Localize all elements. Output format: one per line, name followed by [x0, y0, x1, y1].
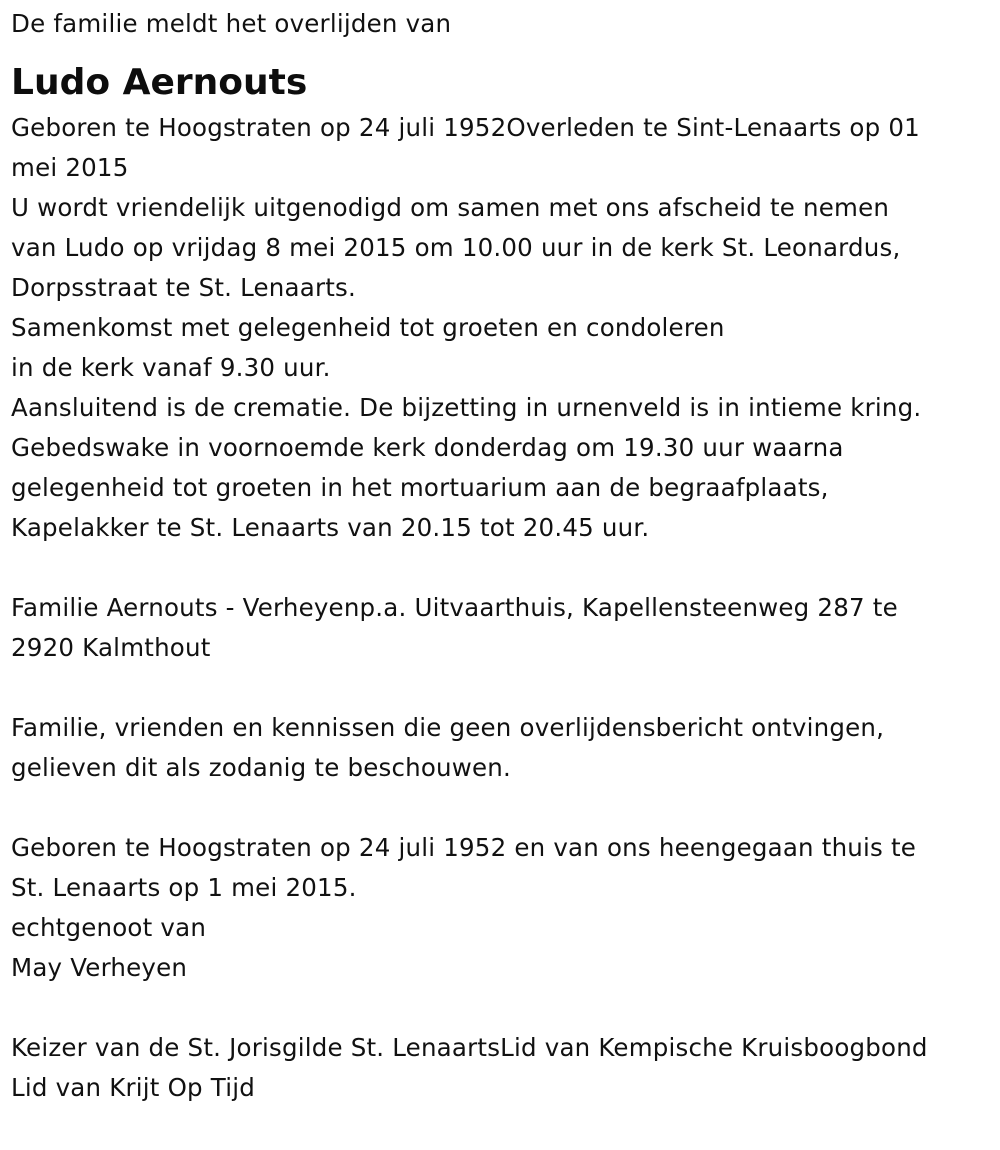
biography-line: Geboren te Hoogstraten op 24 juli 1952 en van ons heengegaan thuis te: [11, 833, 917, 862]
notice-line: Familie, vrienden en kennissen die geen overlijdensbericht ontvingen,: [11, 713, 885, 742]
intro-text: De familie meldt het overlijden van: [11, 9, 452, 38]
invitation-line: U wordt vriendelijk uitgenodigd om samen met ons afscheid te nemen: [11, 193, 890, 222]
notice-line: gelieven dit als zodanig te beschouwen.: [11, 753, 512, 782]
paragraph-gap: [11, 788, 1000, 828]
invitation-line: Aansluitend is de crematie. De bijzetting in urnenveld is in intieme kring.: [11, 393, 922, 422]
family-address-section: [11, 588, 1000, 668]
invitation-line: van Ludo op vrijdag 8 mei 2015 om 10.00 uur in de kerk St. Leonardus,: [11, 233, 901, 262]
invitation-section: [11, 188, 1000, 548]
invitation-line: Dorpsstraat te St. Lenaarts.: [11, 273, 356, 302]
family-address-line: 2920 Kalmthout: [11, 633, 211, 662]
family-address-line: Familie Aernouts - Verheyenp.a. Uitvaarthuis, Kapellensteenweg 287 te: [11, 593, 898, 622]
invitation-line: in de kerk vanaf 9.30 uur.: [11, 353, 331, 382]
birth-death-line: Geboren te Hoogstraten op 24 juli 1952Overleden te Sint-Lenaarts op 01: [11, 113, 920, 142]
membership-line: Keizer van de St. Jorisgilde St. LenaartsLid van Kempische Kruisboogbond: [11, 1033, 928, 1062]
birth-death-section: [11, 108, 1000, 188]
birth-death-line: mei 2015: [11, 153, 129, 182]
invitation-line: gelegenheid tot groeten in het mortuarium aan de begraafplaats,: [11, 473, 829, 502]
spouse-name: May Verheyen: [11, 953, 188, 982]
invitation-line: Samenkomst met gelegenheid tot groeten en condoleren: [11, 313, 725, 342]
memberships-section: [11, 1028, 1000, 1108]
deceased-name: Ludo Aernouts: [11, 62, 308, 103]
notice-section: [11, 708, 1000, 788]
invitation-line: Gebedswake in voornoemde kerk donderdag om 19.30 uur waarna: [11, 433, 844, 462]
biography-section: [11, 828, 1000, 988]
biography-line: echtgenoot van: [11, 913, 207, 942]
biography-line: St. Lenaarts op 1 mei 2015.: [11, 873, 357, 902]
paragraph-gap: [11, 668, 1000, 708]
paragraph-gap: [11, 988, 1000, 1028]
membership-line: Lid van Krijt Op Tijd: [11, 1073, 255, 1102]
invitation-line: Kapelakker te St. Lenaarts van 20.15 tot 20.45 uur.: [11, 513, 650, 542]
paragraph-gap: [11, 548, 1000, 588]
